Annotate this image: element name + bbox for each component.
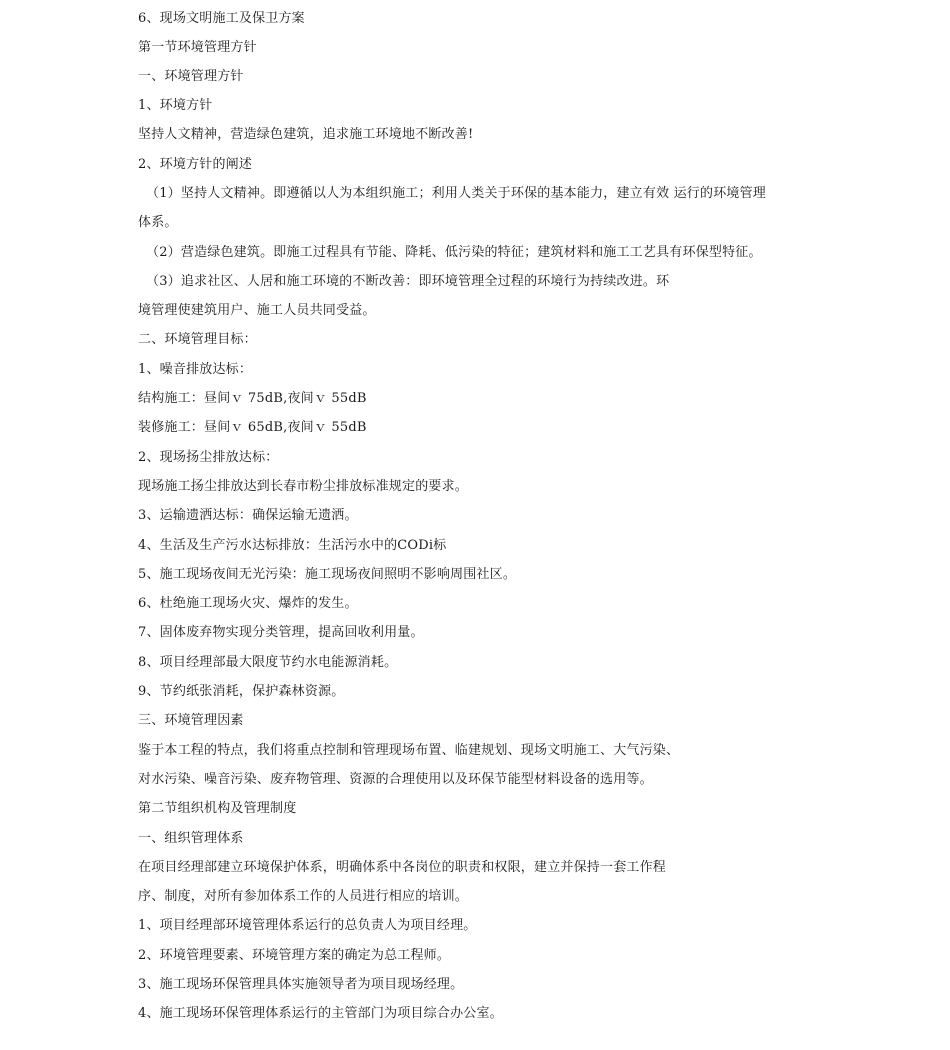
subsection-heading: 三、环境管理因素: [138, 713, 244, 728]
chapter-heading: 第二节组织机构及管理制度: [138, 801, 297, 816]
item-heading: 1、噪音排放达标：: [138, 362, 253, 377]
paragraph-line: 境管理使建筑用户、施工人员共同受益。: [138, 303, 376, 318]
item-heading: 2、现场扬尘排放达标：: [138, 450, 279, 465]
paragraph-line: 结构施工：昼间ｖ 75dB,夜间ｖ 55dB: [138, 391, 367, 406]
paragraph-line: 对水污染、噪音污染、废弃物管理、资源的合理使用以及环保节能型材料设备的选用等。: [138, 772, 653, 787]
list-item: 4、施工现场环保管理体系运行的主管部门为项目综合办公室。: [138, 1006, 503, 1021]
list-item: 9、节约纸张消耗，保护森林资源。: [138, 684, 345, 699]
list-item: 4、生活及生产污水达标排放：生活污水中的CODi标: [138, 538, 447, 553]
subsection-heading: 一、组织管理体系: [138, 831, 244, 846]
paragraph-line: 坚持人文精神，营造绿色建筑，追求施工环境地不断改善!: [138, 127, 474, 142]
paragraph-line: 现场施工扬尘排放达到长春市粉尘排放标准规定的要求。: [138, 479, 469, 494]
list-item: 6、杜绝施工现场火灾、爆炸的发生。: [138, 596, 358, 611]
chapter-heading: 第一节环境管理方针: [138, 40, 257, 55]
paragraph-line: 装修施工：昼间ｖ 65dB,夜间ｖ 55dB: [138, 420, 367, 435]
paragraph-line: （3）追求社区、人居和施工环境的不断改善：即环境管理全过程的环境行为持续改进。环: [146, 274, 670, 289]
paragraph-line: （1）坚持人文精神。即遵循以人为本组织施工；利用人类关于环保的基本能力，建立有效 运行的环境管理: [146, 186, 767, 201]
paragraph-line: 在项目经理部建立环境保护体系，明确体系中各岗位的职责和权限，建立并保持一套工作程: [138, 860, 667, 875]
paragraph-line: 序、制度，对所有参加体系工作的人员进行相应的培训。: [138, 889, 469, 904]
subsection-heading: 一、环境管理方针: [138, 69, 244, 84]
subsection-heading: 二、环境管理目标：: [138, 332, 257, 347]
item-heading: 2、环境方针的阐述: [138, 157, 253, 172]
list-item: 5、施工现场夜间无光污染：施工现场夜间照明不影响周围社区。: [138, 567, 517, 582]
paragraph-line: 鉴于本工程的特点，我们将重点控制和管理现场布置、临建规划、现场文明施工、大气污染、: [138, 743, 680, 758]
list-item: 3、运输遗洒达标：确保运输无遗洒。: [138, 508, 358, 523]
list-item: 3、施工现场环保管理具体实施领导者为项目现场经理。: [138, 977, 464, 992]
list-item: 2、环境管理要素、环境管理方案的确定为总工程师。: [138, 948, 451, 963]
list-item: 7、固体废弃物实现分类管理，提高回收利用量。: [138, 625, 424, 640]
paragraph-line: 体系。: [138, 215, 178, 230]
list-item: 8、项目经理部最大限度节约水电能源消耗。: [138, 655, 398, 670]
item-heading: 1、环境方针: [138, 98, 213, 113]
list-item: 1、项目经理部环境管理体系运行的总负责人为项目经理。: [138, 918, 477, 933]
paragraph-line: （2）营造绿色建筑。即施工过程具有节能、降耗、低污染的特征；建筑材料和施工工艺具有环保型特征。: [146, 245, 762, 260]
section-heading: 6、现场文明施工及保卫方案: [138, 11, 305, 26]
